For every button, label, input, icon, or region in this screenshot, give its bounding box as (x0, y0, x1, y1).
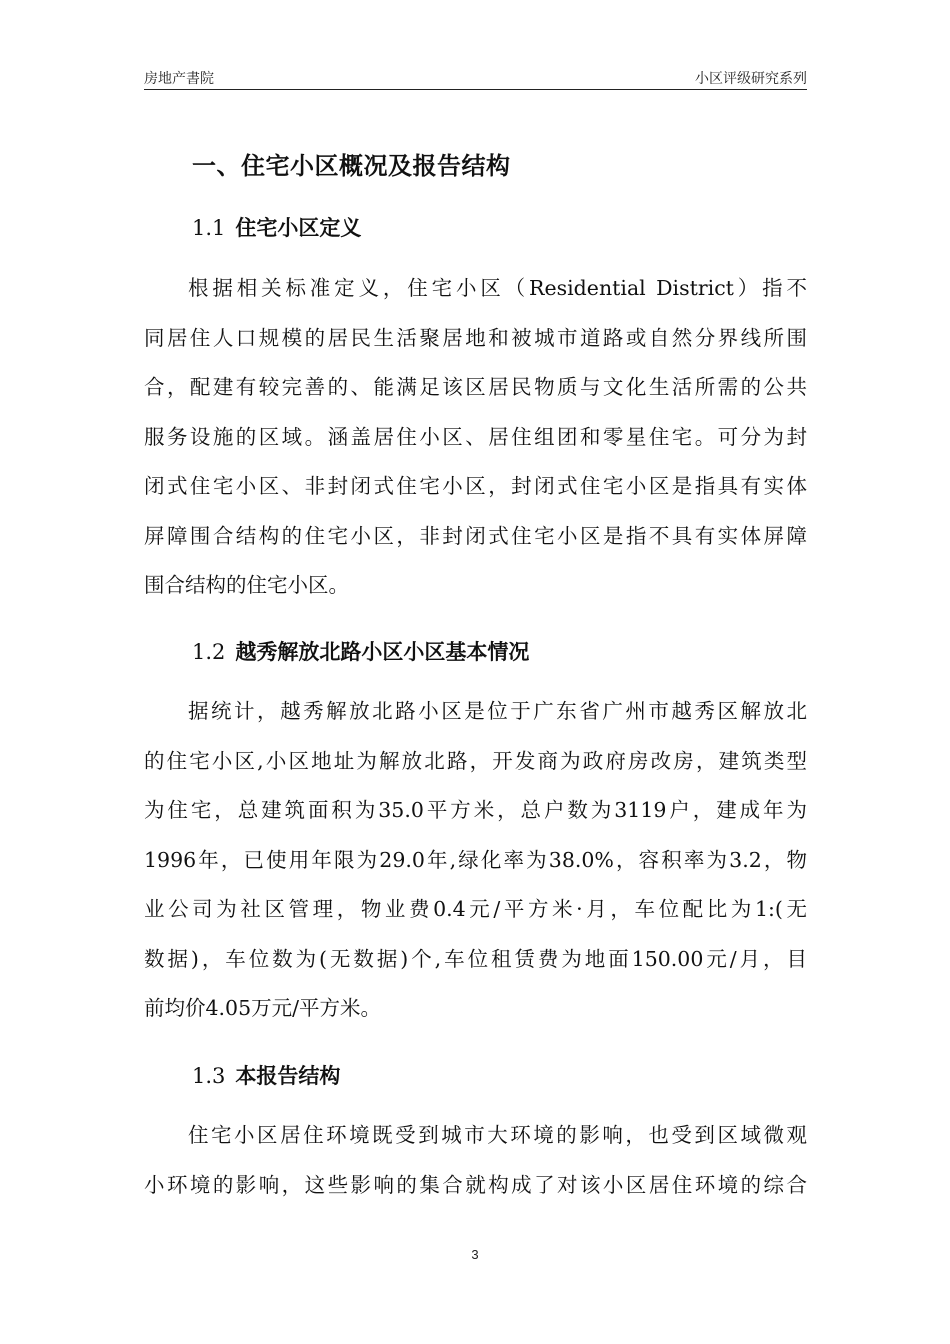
section-number: 1.1 (192, 216, 226, 240)
paragraph-line: 闭式住宅小区、非封闭式住宅小区，封闭式住宅小区是指具有实体 (144, 474, 807, 498)
section-heading-1-2 (192, 636, 529, 666)
section-1-2-paragraph (144, 687, 807, 1034)
header-divider (144, 89, 807, 90)
section-title: 本报告结构 (235, 1064, 341, 1088)
paragraph-line: 围合结构的住宅小区。 (144, 573, 349, 597)
page-number: 3 (471, 1247, 479, 1262)
paragraph-line: 同居住人口规模的居民生活聚居地和被城市道路或自然分界线所围 (144, 325, 807, 350)
section-number: 1.2 (192, 640, 226, 664)
paragraph-line: 1996年，已使用年限为29.0年,绿化率为38.0%，容积率为3.2，物 (144, 847, 807, 872)
section-heading-1-1 (192, 212, 361, 242)
paragraph-line: 服务设施的区域。涵盖居住小区、居住组团和零星住宅。可分为封 (144, 424, 807, 449)
paragraph-line: 业公司为社区管理，物业费0.4元/平方米·月，车位配比为1:(无 (144, 897, 807, 921)
paragraph-line: 的住宅小区,小区地址为解放北路，开发商为政府房改房，建筑类型 (144, 748, 807, 773)
section-1-1-paragraph (144, 264, 807, 611)
paragraph-line: 数据)，车位数为(无数据)个,车位租赁费为地面150.00元/月，目 (144, 946, 807, 971)
section-title: 住宅小区定义 (235, 216, 362, 240)
paragraph-line: 小环境的影响，这些影响的集合就构成了对该小区居住环境的综合 (144, 1172, 807, 1197)
header-left-text: 房地产書院 (144, 71, 214, 87)
section-title: 越秀解放北路小区小区基本情况 (235, 640, 530, 664)
section-number: 1.3 (192, 1064, 226, 1088)
paragraph-line: 前均价4.05万元/平方米。 (144, 996, 382, 1020)
paragraph-line: 据统计，越秀解放北路小区是位于广东省广州市越秀区解放北 (188, 699, 807, 723)
paragraph-line: 合，配建有较完善的、能满足该区居民物质与文化生活所需的公共 (144, 375, 807, 399)
section-heading-1-3 (192, 1060, 340, 1090)
chapter-heading: 一、住宅小区概况及报告结构 (192, 152, 511, 180)
paragraph-line: 为住宅，总建筑面积为35.0平方米，总户数为3119户，建成年为 (144, 798, 807, 822)
paragraph-line: 根据相关标准定义，住宅小区（Residential District）指不 (188, 276, 807, 300)
page-header (144, 66, 807, 88)
paragraph-line: 住宅小区居住环境既受到城市大环境的影响，也受到区域微观 (188, 1123, 807, 1147)
section-1-3-paragraph (144, 1111, 807, 1210)
paragraph-line: 屏障围合结构的住宅小区，非封闭式住宅小区是指不具有实体屏障 (144, 523, 807, 548)
header-right-text: 小区评级研究系列 (695, 71, 807, 87)
